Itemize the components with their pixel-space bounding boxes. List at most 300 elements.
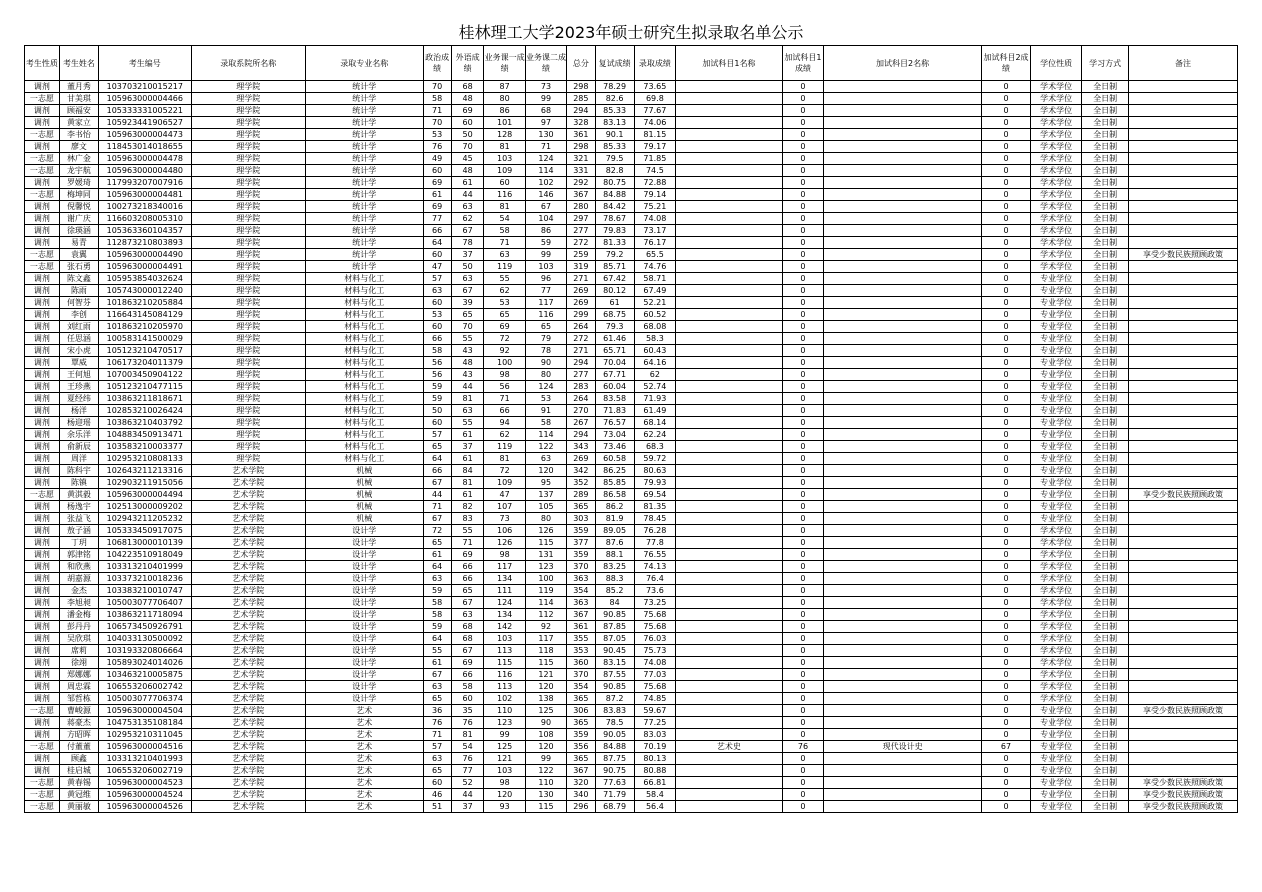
table-cell: 理学院 <box>191 93 305 105</box>
table-cell <box>1128 645 1237 657</box>
table-cell: 56.4 <box>634 801 675 813</box>
table-cell: 110 <box>484 705 525 717</box>
column-header: 录取系院所名称 <box>191 46 305 81</box>
table-cell: 74.08 <box>634 213 675 225</box>
table-cell: 全日制 <box>1082 693 1129 705</box>
table-cell <box>824 573 982 585</box>
table-cell: 103863211718094 <box>99 609 192 621</box>
table-cell: 0 <box>782 273 823 285</box>
table-cell: 67 <box>982 741 1031 753</box>
table-cell: 艺术学院 <box>191 789 305 801</box>
table-row <box>25 573 1238 585</box>
table-cell: 杨迎瑶 <box>59 417 98 429</box>
table-cell: 设计学 <box>305 621 423 633</box>
table-cell: 陈科宇 <box>59 465 98 477</box>
table-cell: 294 <box>567 357 595 369</box>
table-cell: 理学院 <box>191 429 305 441</box>
table-cell: 0 <box>782 705 823 717</box>
table-cell: 0 <box>982 261 1031 273</box>
table-cell: 105963000004504 <box>99 705 192 717</box>
table-cell: 学术学位 <box>1031 117 1082 129</box>
table-cell <box>676 297 783 309</box>
table-cell: 119 <box>484 441 525 453</box>
table-cell: 75.73 <box>634 645 675 657</box>
table-cell: 0 <box>982 657 1031 669</box>
column-header: 学位性质 <box>1031 46 1082 81</box>
table-cell: 81 <box>451 477 484 489</box>
table-cell <box>676 429 783 441</box>
table-cell: 0 <box>782 777 823 789</box>
table-cell: 81.15 <box>634 129 675 141</box>
table-cell: 48 <box>451 93 484 105</box>
table-cell: 现代设计史 <box>824 741 982 753</box>
table-cell: 52 <box>451 777 484 789</box>
table-cell: 专业学位 <box>1031 417 1082 429</box>
table-cell <box>676 225 783 237</box>
table-cell: 徐翊 <box>59 657 98 669</box>
table-cell: 全日制 <box>1082 669 1129 681</box>
table-cell: 学术学位 <box>1031 525 1082 537</box>
table-cell: 68 <box>451 81 484 93</box>
table-cell: 78.45 <box>634 513 675 525</box>
table-cell: 359 <box>567 729 595 741</box>
table-cell: 84.42 <box>595 201 634 213</box>
table-cell: 全日制 <box>1082 261 1129 273</box>
table-cell: 69 <box>451 549 484 561</box>
table-cell: 统计学 <box>305 225 423 237</box>
table-cell: 全日制 <box>1082 117 1129 129</box>
table-cell: 理学院 <box>191 105 305 117</box>
table-cell: 73.17 <box>634 225 675 237</box>
table-cell: 艺术学院 <box>191 489 305 501</box>
table-cell: 105363360104357 <box>99 225 192 237</box>
table-cell: 63 <box>451 201 484 213</box>
table-cell: 356 <box>567 741 595 753</box>
table-cell: 99 <box>525 753 566 765</box>
table-cell: 黄春锡 <box>59 777 98 789</box>
table-cell: 0 <box>982 105 1031 117</box>
table-cell: 专业学位 <box>1031 369 1082 381</box>
table-cell: 李创 <box>59 309 98 321</box>
table-cell: 专业学位 <box>1031 393 1082 405</box>
table-cell: 学术学位 <box>1031 225 1082 237</box>
table-cell: 65 <box>451 585 484 597</box>
table-cell <box>1128 333 1237 345</box>
table-cell: 学术学位 <box>1031 105 1082 117</box>
table-cell: 0 <box>982 633 1031 645</box>
table-cell: 111 <box>484 585 525 597</box>
table-cell <box>1128 429 1237 441</box>
table-row <box>25 441 1238 453</box>
table-cell: 70 <box>451 321 484 333</box>
table-cell: 117 <box>525 297 566 309</box>
table-cell: 71 <box>423 501 451 513</box>
table-cell: 88.1 <box>595 549 634 561</box>
table-cell <box>1128 681 1237 693</box>
table-cell: 调剂 <box>25 525 60 537</box>
table-row <box>25 753 1238 765</box>
table-cell: 126 <box>484 537 525 549</box>
table-cell <box>1128 525 1237 537</box>
table-cell: 354 <box>567 585 595 597</box>
table-cell: 84 <box>595 597 634 609</box>
table-cell <box>1128 657 1237 669</box>
table-row <box>25 225 1238 237</box>
table-cell: 56 <box>423 369 451 381</box>
table-cell: 一志愿 <box>25 705 60 717</box>
table-cell: 调剂 <box>25 441 60 453</box>
table-cell <box>676 549 783 561</box>
table-cell: 0 <box>982 609 1031 621</box>
table-cell: 352 <box>567 477 595 489</box>
table-cell: 117993207007916 <box>99 177 192 189</box>
table-row <box>25 621 1238 633</box>
table-cell: 专业学位 <box>1031 381 1082 393</box>
table-cell <box>1128 297 1237 309</box>
table-cell: 桂启城 <box>59 765 98 777</box>
table-cell: 统计学 <box>305 237 423 249</box>
table-cell: 76.57 <box>595 417 634 429</box>
table-cell <box>824 777 982 789</box>
table-row <box>25 369 1238 381</box>
table-cell: 44 <box>451 789 484 801</box>
table-cell: 69 <box>423 201 451 213</box>
table-cell: 丁玥 <box>59 537 98 549</box>
table-cell <box>676 681 783 693</box>
table-cell: 0 <box>982 429 1031 441</box>
table-cell: 0 <box>782 489 823 501</box>
table-cell: 全日制 <box>1082 513 1129 525</box>
table-cell: 105003077706407 <box>99 597 192 609</box>
table-cell: 吴欣琪 <box>59 633 98 645</box>
table-cell: 0 <box>982 801 1031 813</box>
table-cell: 100583141500029 <box>99 333 192 345</box>
table-cell: 85.85 <box>595 477 634 489</box>
table-cell: 59.72 <box>634 453 675 465</box>
table-cell <box>824 165 982 177</box>
table-cell: 100 <box>484 357 525 369</box>
table-cell: 90.1 <box>595 129 634 141</box>
table-cell <box>676 669 783 681</box>
table-cell: 0 <box>982 297 1031 309</box>
table-cell: 郑娜娜 <box>59 669 98 681</box>
table-cell: 0 <box>982 549 1031 561</box>
table-cell: 艺术学院 <box>191 585 305 597</box>
table-cell: 专业学位 <box>1031 729 1082 741</box>
table-cell: 全日制 <box>1082 345 1129 357</box>
table-cell: 0 <box>982 321 1031 333</box>
table-row <box>25 81 1238 93</box>
table-row <box>25 669 1238 681</box>
table-cell: 106173204011379 <box>99 357 192 369</box>
table-row <box>25 477 1238 489</box>
table-cell: 55 <box>423 645 451 657</box>
table-cell: 70.19 <box>634 741 675 753</box>
table-cell: 81.33 <box>595 237 634 249</box>
table-cell: 115 <box>525 657 566 669</box>
table-cell: 理学院 <box>191 273 305 285</box>
table-cell: 学术学位 <box>1031 177 1082 189</box>
table-cell: 90 <box>525 717 566 729</box>
table-cell: 363 <box>567 597 595 609</box>
table-cell: 320 <box>567 777 595 789</box>
table-cell <box>1128 381 1237 393</box>
table-cell: 61 <box>451 177 484 189</box>
table-cell: 116603208005310 <box>99 213 192 225</box>
table-cell <box>676 93 783 105</box>
table-cell: 顾鑫 <box>59 753 98 765</box>
table-cell: 全日制 <box>1082 213 1129 225</box>
table-cell: 370 <box>567 669 595 681</box>
table-cell: 艺术学院 <box>191 669 305 681</box>
table-cell: 0 <box>782 561 823 573</box>
table-cell: 调剂 <box>25 393 60 405</box>
table-cell: 全日制 <box>1082 189 1129 201</box>
table-cell: 艺术 <box>305 741 423 753</box>
table-cell: 理学院 <box>191 297 305 309</box>
table-cell: 设计学 <box>305 597 423 609</box>
table-cell: 77 <box>525 285 566 297</box>
table-cell: 邹哲栋 <box>59 693 98 705</box>
table-cell: 理学院 <box>191 333 305 345</box>
table-cell: 材料与化工 <box>305 381 423 393</box>
table-cell <box>676 381 783 393</box>
table-cell: 87.05 <box>595 633 634 645</box>
table-cell: 周忠霖 <box>59 681 98 693</box>
table-cell: 调剂 <box>25 729 60 741</box>
table-cell <box>676 393 783 405</box>
table-cell: 61.46 <box>595 333 634 345</box>
table-cell: 84.88 <box>595 741 634 753</box>
table-cell: 74.06 <box>634 117 675 129</box>
table-cell: 59 <box>423 393 451 405</box>
table-cell: 122 <box>525 441 566 453</box>
column-header: 考生性质 <box>25 46 60 81</box>
table-cell <box>1128 105 1237 117</box>
table-cell: 0 <box>782 201 823 213</box>
table-cell: 87.75 <box>595 753 634 765</box>
table-cell <box>1128 93 1237 105</box>
table-cell: 统计学 <box>305 201 423 213</box>
table-cell: 112 <box>525 609 566 621</box>
table-cell: 0 <box>982 357 1031 369</box>
table-cell: 学术学位 <box>1031 573 1082 585</box>
table-cell: 72 <box>423 525 451 537</box>
table-cell <box>676 513 783 525</box>
table-cell: 一志愿 <box>25 741 60 753</box>
table-cell <box>824 465 982 477</box>
table-cell: 80 <box>525 513 566 525</box>
table-cell: 调剂 <box>25 309 60 321</box>
table-cell: 一志愿 <box>25 489 60 501</box>
table-cell: 调剂 <box>25 333 60 345</box>
table-cell: 110 <box>525 777 566 789</box>
table-cell: 269 <box>567 285 595 297</box>
table-cell: 71 <box>423 105 451 117</box>
table-cell: 张益飞 <box>59 513 98 525</box>
table-cell: 艺术学院 <box>191 609 305 621</box>
table-cell: 121 <box>525 669 566 681</box>
table-cell <box>676 117 783 129</box>
table-cell: 60 <box>423 297 451 309</box>
table-cell: 0 <box>782 537 823 549</box>
table-cell: 学术学位 <box>1031 561 1082 573</box>
table-cell: 艺术学院 <box>191 537 305 549</box>
table-cell: 材料与化工 <box>305 357 423 369</box>
table-cell <box>824 309 982 321</box>
table-cell: 0 <box>982 573 1031 585</box>
table-cell: 102643211213316 <box>99 465 192 477</box>
table-cell <box>676 525 783 537</box>
table-cell: 潘金梅 <box>59 609 98 621</box>
table-cell: 92 <box>484 345 525 357</box>
table-cell: 全日制 <box>1082 225 1129 237</box>
table-cell: 80 <box>525 369 566 381</box>
table-cell: 调剂 <box>25 237 60 249</box>
table-cell <box>676 633 783 645</box>
table-cell <box>1128 477 1237 489</box>
table-cell: 44 <box>423 489 451 501</box>
table-cell: 67 <box>451 645 484 657</box>
table-cell: 365 <box>567 501 595 513</box>
table-cell: 0 <box>982 693 1031 705</box>
table-cell: 102853210026424 <box>99 405 192 417</box>
table-cell: 105963000004526 <box>99 801 192 813</box>
table-cell: 学术学位 <box>1031 537 1082 549</box>
table-cell <box>676 573 783 585</box>
table-cell: 292 <box>567 177 595 189</box>
table-cell <box>676 129 783 141</box>
table-cell: 58 <box>423 597 451 609</box>
table-cell: 0 <box>982 453 1031 465</box>
table-cell <box>824 453 982 465</box>
table-cell <box>676 333 783 345</box>
table-cell: 全日制 <box>1082 501 1129 513</box>
table-cell <box>676 645 783 657</box>
table-cell: 91 <box>525 405 566 417</box>
table-cell: 0 <box>782 801 823 813</box>
table-cell: 设计学 <box>305 633 423 645</box>
table-row <box>25 141 1238 153</box>
table-cell: 365 <box>567 717 595 729</box>
table-cell: 全日制 <box>1082 477 1129 489</box>
table-cell: 115 <box>525 801 566 813</box>
table-cell: 材料与化工 <box>305 429 423 441</box>
table-cell: 0 <box>782 597 823 609</box>
table-cell: 0 <box>782 681 823 693</box>
table-cell: 49 <box>423 153 451 165</box>
table-row <box>25 489 1238 501</box>
table-cell: 0 <box>782 333 823 345</box>
table-cell: 理学院 <box>191 177 305 189</box>
column-header: 业务课一成绩 <box>484 46 525 81</box>
table-cell: 统计学 <box>305 129 423 141</box>
table-cell: 79.2 <box>595 249 634 261</box>
table-cell: 118 <box>525 645 566 657</box>
table-cell: 53 <box>423 129 451 141</box>
table-cell: 103373210018236 <box>99 573 192 585</box>
table-cell <box>676 693 783 705</box>
table-cell: 一志愿 <box>25 189 60 201</box>
table-cell: 80.63 <box>634 465 675 477</box>
table-cell: 105963000004524 <box>99 789 192 801</box>
table-cell: 统计学 <box>305 105 423 117</box>
table-cell: 57 <box>423 741 451 753</box>
table-cell: 0 <box>782 345 823 357</box>
table-cell: 61 <box>451 429 484 441</box>
table-cell: 75.68 <box>634 681 675 693</box>
table-cell: 264 <box>567 321 595 333</box>
table-cell: 全日制 <box>1082 657 1129 669</box>
table-cell: 67.71 <box>595 369 634 381</box>
table-cell: 99 <box>484 729 525 741</box>
table-cell: 0 <box>782 189 823 201</box>
table-cell: 调剂 <box>25 381 60 393</box>
table-row <box>25 189 1238 201</box>
table-cell: 0 <box>982 309 1031 321</box>
table-cell: 124 <box>525 381 566 393</box>
table-cell: 63 <box>484 249 525 261</box>
table-cell: 105963000004490 <box>99 249 192 261</box>
table-cell <box>1128 417 1237 429</box>
table-cell: 367 <box>567 765 595 777</box>
table-row <box>25 105 1238 117</box>
table-cell: 280 <box>567 201 595 213</box>
table-cell: 0 <box>782 417 823 429</box>
table-cell <box>824 585 982 597</box>
table-cell <box>676 765 783 777</box>
table-cell: 90 <box>525 357 566 369</box>
table-cell: 梅坤同 <box>59 189 98 201</box>
table-cell: 全日制 <box>1082 369 1129 381</box>
table-cell: 全日制 <box>1082 609 1129 621</box>
table-cell: 79.17 <box>634 141 675 153</box>
table-cell: 0 <box>782 525 823 537</box>
table-cell: 艺术学院 <box>191 477 305 489</box>
table-cell: 39 <box>451 297 484 309</box>
table-cell: 专业学位 <box>1031 453 1082 465</box>
table-cell: 余乐洋 <box>59 429 98 441</box>
table-cell: 0 <box>782 309 823 321</box>
table-cell: 调剂 <box>25 681 60 693</box>
table-cell: 调剂 <box>25 537 60 549</box>
table-cell: 359 <box>567 549 595 561</box>
table-cell: 享受少数民族照顾政策 <box>1128 249 1237 261</box>
table-cell: 调剂 <box>25 273 60 285</box>
table-cell: 机械 <box>305 477 423 489</box>
table-cell: 全日制 <box>1082 681 1129 693</box>
table-cell: 全日制 <box>1082 729 1129 741</box>
table-cell: 统计学 <box>305 249 423 261</box>
table-row <box>25 273 1238 285</box>
table-cell <box>676 609 783 621</box>
table-cell: 138 <box>525 693 566 705</box>
table-cell: 艺术学院 <box>191 633 305 645</box>
table-cell: 设计学 <box>305 669 423 681</box>
table-cell: 艺术 <box>305 729 423 741</box>
table-cell <box>676 177 783 189</box>
table-cell <box>676 141 783 153</box>
table-cell: 艺术学院 <box>191 573 305 585</box>
table-cell: 71 <box>484 237 525 249</box>
table-cell: 调剂 <box>25 477 60 489</box>
table-cell: 102953210311045 <box>99 729 192 741</box>
table-row <box>25 549 1238 561</box>
table-cell: 105953854032624 <box>99 273 192 285</box>
table-cell: 彭丹丹 <box>59 621 98 633</box>
table-cell: 艺术史 <box>676 741 783 753</box>
column-header: 考生编号 <box>99 46 192 81</box>
